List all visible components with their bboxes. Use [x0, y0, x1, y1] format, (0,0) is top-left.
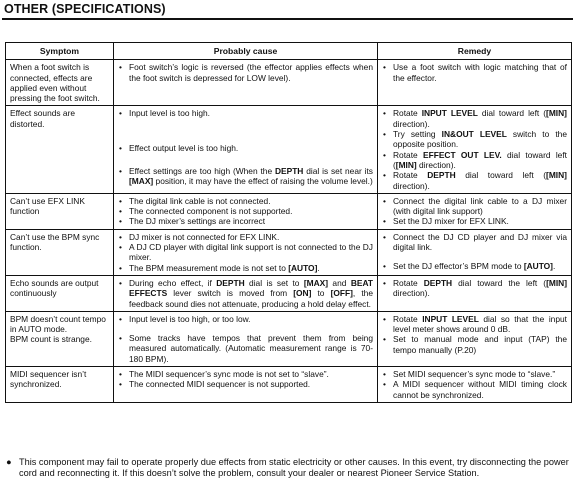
remedy-item: • Rotate INPUT LEVEL dial toward left ([MIN] direction). — [382, 108, 567, 129]
cause-item: • The digital link cable is not connected. — [118, 196, 373, 206]
symptom-cell: Can’t use EFX LINK function — [6, 193, 114, 229]
cause-item: • The BPM measurement mode is not set to [AUTO]. — [118, 263, 373, 273]
symptom-cell: MIDI sequencer isn’t synchronized. — [6, 367, 114, 403]
cause-item: • Input level is too high, or too low. — [118, 314, 373, 324]
remedy-cell — [378, 229, 572, 275]
header-cause: Probably cause — [114, 43, 378, 60]
footnote-text: This component may fail to operate properly due effects from static electricity or other causes. In this event, try disconnecting the power cord and reconnecting it. If this doesn’t solve the problem, consult your dealer or nearest Pioneer Service Station. — [19, 457, 569, 478]
remedy-cell — [378, 106, 572, 193]
table-row — [6, 275, 572, 311]
cause-item: • The connected component is not supported. — [118, 206, 373, 216]
remedy-item: • Set the DJ effector’s BPM mode to [AUTO]. — [382, 261, 567, 271]
cause-cell — [114, 311, 378, 366]
table-row — [6, 367, 572, 403]
symptom-cell: Echo sounds are output continuously — [6, 275, 114, 311]
remedy-item: • Connect the DJ CD player and DJ mixer via digital link. — [382, 232, 567, 253]
cause-cell — [114, 367, 378, 403]
remedy-item: • Set the DJ mixer for EFX LINK. — [382, 216, 567, 226]
cause-item: • Input level is too high. — [118, 108, 373, 118]
cause-item: • The DJ mixer’s settings are incorrect — [118, 216, 373, 226]
symptom-cell: Can’t use the BPM sync function. — [6, 229, 114, 275]
table-row — [6, 60, 572, 106]
cause-cell — [114, 60, 378, 106]
cause-cell — [114, 193, 378, 229]
cause-item: • Some tracks have tempos that prevent them from being measured automatically. (Automatic measurement range is 70-180 BPM). — [118, 333, 373, 364]
remedy-item: • Set to manual mode and input (TAP) the tempo manually (P.20) — [382, 334, 567, 355]
remedy-item: • Rotate DEPTH dial toward left ([MIN] direction). — [382, 170, 567, 191]
troubleshooting-table — [5, 42, 572, 403]
table-row — [6, 106, 572, 193]
header-remedy: Remedy — [378, 43, 572, 60]
remedy-item: • A MIDI sequencer without MIDI timing clock cannot be synchronized. — [382, 379, 567, 400]
cause-item: • The MIDI sequencer’s sync mode is not set to “slave”. — [118, 369, 373, 379]
cause-cell — [114, 275, 378, 311]
table-row — [6, 311, 572, 366]
footnote-bullet-icon: ● — [6, 457, 12, 467]
page-title: OTHER (SPECIFICATIONS) — [4, 2, 166, 16]
cause-cell — [114, 229, 378, 275]
remedy-item: • Rotate DEPTH dial toward the left ([MIN] direction). — [382, 278, 567, 299]
remedy-item: • Rotate EFFECT OUT LEV. dial toward left ([MIN] direction). — [382, 150, 567, 171]
cause-item: • The connected MIDI sequencer is not supported. — [118, 379, 373, 389]
remedy-cell — [378, 275, 572, 311]
remedy-item: • Connect the digital link cable to a DJ mixer (with digital link support) — [382, 196, 567, 217]
remedy-cell — [378, 367, 572, 403]
cause-item: • During echo effect, if DEPTH dial is set to [MAX] and BEAT EFFECTS lever switch is moved from [ON] to [OFF], the feedback sound dies not attenuate, producing a hold delay effect. — [118, 278, 373, 309]
remedy-cell — [378, 311, 572, 366]
table-row — [6, 193, 572, 229]
remedy-cell — [378, 193, 572, 229]
symptom-cell: When a foot switch is connected, effects are applied even without pressing the foot switch. — [6, 60, 114, 106]
cause-item: • Effect output level is too high. — [118, 143, 373, 153]
table-row — [6, 229, 572, 275]
cause-item: • Foot switch’s logic is reversed (the effector applies effects when the foot switch is depressed for LOW level). — [118, 62, 373, 83]
cause-item: • DJ mixer is not connected for EFX LINK. — [118, 232, 373, 242]
remedy-item: • Set MIDI sequencer’s sync mode to “slave.” — [382, 369, 567, 379]
symptom-line: BPM doesn’t count tempo in AUTO mode. — [10, 313, 106, 335]
symptom-line: BPM count is strange. — [10, 334, 92, 345]
remedy-item: • Use a foot switch with logic matching that of the effector. — [382, 62, 567, 83]
symptom-cell — [6, 311, 114, 366]
remedy-cell — [378, 60, 572, 106]
cause-item: • A DJ CD player with digital link support is not connected to the DJ mixer. — [118, 242, 373, 263]
header-symptom: Symptom — [6, 43, 114, 60]
remedy-item: • Try setting IN&OUT LEVEL switch to the opposite position. — [382, 129, 567, 150]
title-underline — [2, 18, 573, 20]
cause-cell — [114, 106, 378, 193]
table-header-row — [6, 43, 572, 60]
symptom-cell: Effect sounds are distorted. — [6, 106, 114, 193]
cause-item: • Effect settings are too high (When the DEPTH dial is set near its [MAX] position, it may have the effect of raising the volume level.) — [118, 166, 373, 187]
footnote — [6, 457, 571, 479]
remedy-item: • Rotate INPUT LEVEL dial so that the input level meter shows around 0 dB. — [382, 314, 567, 335]
